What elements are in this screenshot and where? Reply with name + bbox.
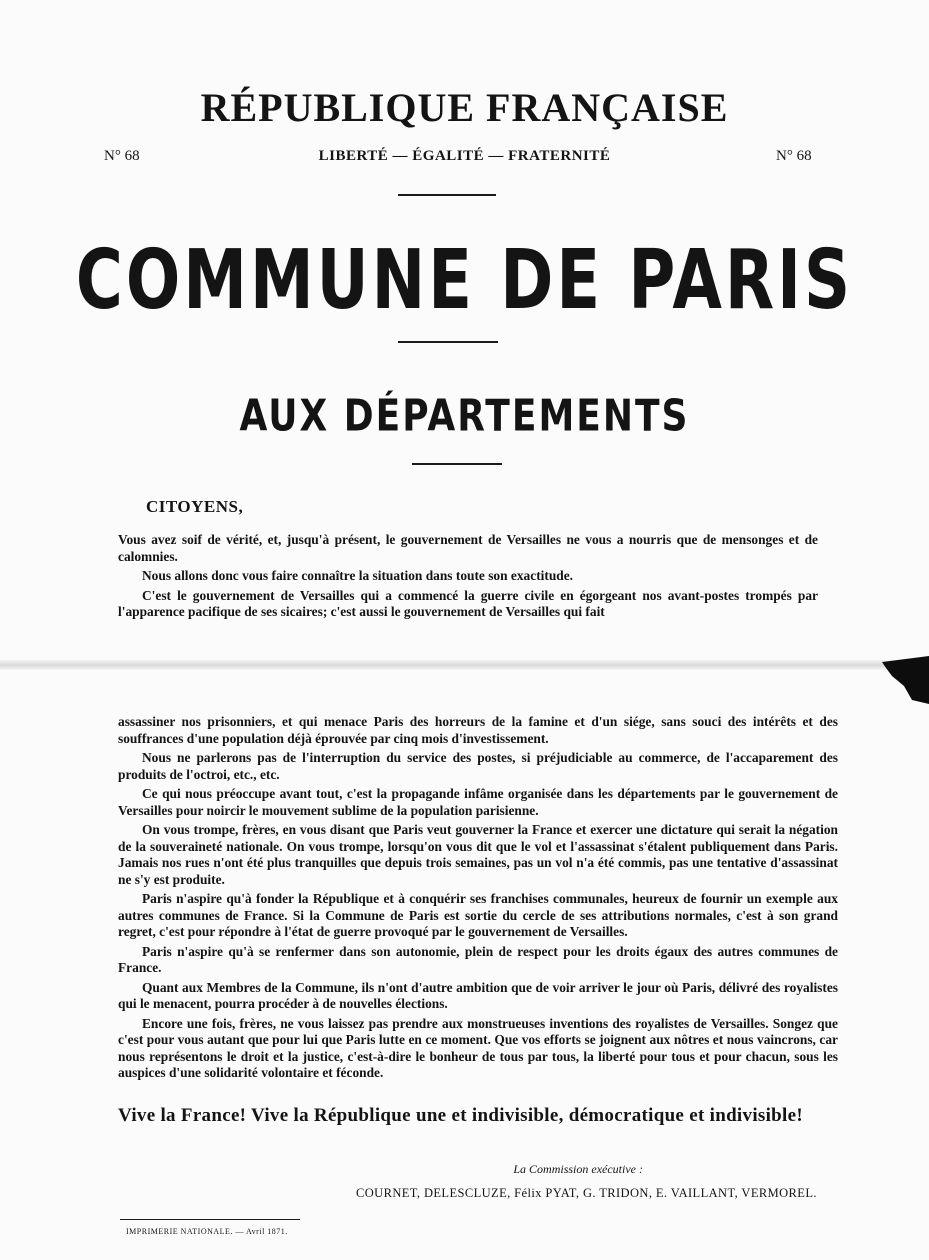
paragraph: Paris n'aspire qu'à se renfermer dans son autonomie, plein de respect pour les droits égaux des autres communes de France. — [118, 943, 838, 975]
paragraph: Ce qui nous préoccupe avant tout, c'est la propagande infâme organisée dans les départements par le gouvernement de Versailles pour noircir le mouvement sublime de la population parisienne. — [118, 786, 838, 818]
paragraph: Paris n'aspire qu'à fonder la République et à conquérir ses franchises communales, heureux de fournir un exemple aux autres communes de France. Si la Commune de Paris est sortie du cercle de ses attributions normales, c'est à son grand regret, c'est pour répondre à l'état de guerre provoqué par le gouvernement de Versailles. — [118, 891, 838, 939]
paragraph: On vous trompe, frères, en vous disant que Paris veut gouverner la France et exercer une dictature qui serait la négation de la souveraineté nationale. On vous trompe, lorsqu'on vous dit que le vol et l'assassinat s'étalent publiquement dans Paris. Jamais nos rues n'ont été plus tranquilles que depuis trois semaines, pas un vol n'a été commis, pas une tentative d'assassinat ne s'y est produite. — [118, 822, 838, 887]
salutation: CITOYENS, — [146, 497, 244, 516]
paragraph: Nous allons donc vous faire connaître la situation dans toute son exactitude. — [142, 568, 574, 583]
body-text-bottom — [118, 714, 838, 1085]
poster-number-right: N° 68 — [776, 148, 812, 164]
subtitle: AUX DÉPARTEMENTS — [239, 392, 690, 442]
paragraph: Quant aux Membres de la Commune, ils n'ont d'autre ambition que de voir arriver le jour où Paris, délivré des royalistes qui le menacent, pourra procéder à de nouvelles élections. — [118, 979, 838, 1011]
paragraph: assassiner nos prisonniers, et qui menace Paris des horreurs de la famine et d'un siége, sans souci des intérêts et des souffrances d'une population déjà éprouvée par cinq mois d'investissement. — [118, 714, 838, 746]
divider-3 — [412, 463, 502, 465]
paragraph: C'est le gouvernement de Versailles qui a commencé la guerre civile en égorgeant nos avant-postes trompés par l'apparence pacifique de ses sicaires; c'est aussi le gouvernement de Versailles qui fait — [118, 587, 818, 619]
motto: LIBERTÉ — ÉGALITÉ — FRATERNITÉ — [318, 148, 611, 164]
torn-corner — [882, 656, 929, 704]
divider-1 — [398, 194, 496, 196]
commission-label: La Commission exécutive : — [513, 1162, 643, 1176]
poster-number-left: N° 68 — [104, 148, 140, 164]
paper-fold — [0, 660, 929, 670]
signatories: COURNET, DELESCLUZE, Félix PYAT, G. TRIDON, E. VAILLANT, VERMOREL. — [356, 1186, 817, 1200]
paragraph: Vous avez soif de vérité, et, jusqu'à présent, le gouvernement de Versailles ne vous a nourris que de mensonges et de calomnies. — [118, 532, 818, 564]
paragraph: Encore une fois, frères, ne vous laissez pas prendre aux monstrueuses inventions des royalistes de Versailles. Songez que c'est pour vous autant que pour lui que Paris lutte en ce moment. Que vos efforts se joignent aux nôtres et nous vaincrons, car nous représentons le droit et la justice, c'est-à-dire le bonheur de tous par tous, la liberté pour tous et pour chacun, sous les auspices d'une solidarité volontaire et féconde. — [118, 1015, 838, 1080]
main-title: COMMUNE DE PARIS — [75, 234, 854, 329]
printer-imprint: IMPRIMERIE NATIONALE. — Avril 1871. — [126, 1227, 288, 1236]
body-text-top — [118, 532, 818, 624]
closing-slogan: Vive la France! Vive la République une et indivisible, démocratique et indivisible! — [118, 1105, 803, 1126]
paragraph: Nous ne parlerons pas de l'interruption du service des postes, si préjudiciable au commerce, de l'accaparement des produits de l'octroi, etc., etc. — [118, 750, 838, 782]
divider-2 — [398, 341, 498, 343]
imprint-rule — [120, 1219, 300, 1220]
republic-title: RÉPUBLIQUE FRANÇAISE — [200, 85, 729, 130]
